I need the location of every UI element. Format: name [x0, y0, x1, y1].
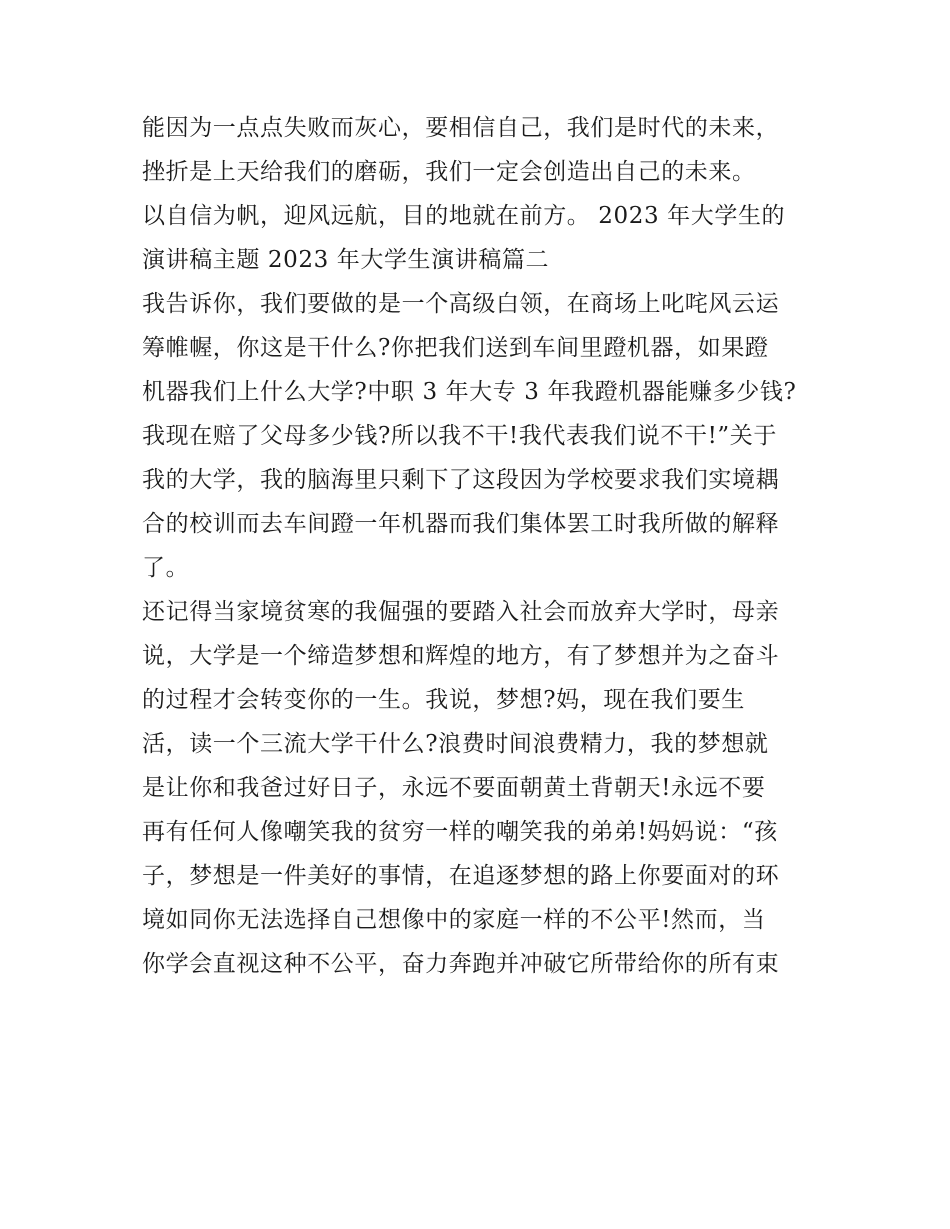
text-line: 还记得当家境贫寒的我倔强的要踏入社会而放弃大学时，母亲: [142, 599, 780, 625]
text-line: 我现在赔了父母多少钱?所以我不干!我代表我们说不干!”关于: [142, 423, 777, 449]
text-line: 以自信为帆，迎风远航，目的地就在前方。 2023 年大学生的: [142, 203, 786, 229]
text-line: 挫折是上天给我们的磨砺，我们一定会创造出自己的未来。: [142, 159, 756, 185]
text-line: 子，梦想是一件美好的事情，在追逐梦想的路上你要面对的环: [142, 863, 780, 889]
text-line: 我告诉你，我们要做的是一个高级白领，在商场上叱咤风云运: [142, 291, 780, 317]
text-line: 再有任何人像嘲笑我的贫穷一样的嘲笑我的弟弟!妈妈说：“孩: [142, 819, 778, 845]
text-line: 的过程才会转变你的一生。我说，梦想?妈，现在我们要生: [142, 687, 745, 713]
text-line: 了。: [142, 555, 190, 581]
text-line: 机器我们上什么大学?中职 3 年大专 3 年我蹬机器能赚多少钱?: [142, 379, 797, 405]
text-line: 你学会直视这种不公平，奋力奔跑并冲破它所带给你的所有束: [142, 951, 780, 977]
body-text: [142, 106, 822, 986]
text-line: 筹帷幄，你这是干什么?你把我们送到车间里蹬机器，如果蹬: [142, 335, 769, 361]
text-line: 说，大学是一个缔造梦想和辉煌的地方，有了梦想并为之奋斗: [142, 643, 780, 669]
text-line: 我的大学，我的脑海里只剩下了这段因为学校要求我们实境耦: [142, 467, 780, 493]
text-line: 合的校训而去车间蹬一年机器而我们集体罢工时我所做的解释: [142, 511, 780, 537]
text-line: 是让你和我爸过好日子，永远不要面朝黄土背朝天!永远不要: [142, 775, 766, 801]
text-line: 活，读一个三流大学干什么?浪费时间浪费精力，我的梦想就: [142, 731, 769, 757]
text-line: 能因为一点点失败而灰心，要相信自己，我们是时代的未来，: [142, 115, 780, 141]
text-line: 演讲稿主题 2023 年大学生演讲稿篇二: [142, 247, 550, 273]
text-line: 境如同你无法选择自己想像中的家庭一样的不公平!然而，当: [142, 907, 766, 933]
